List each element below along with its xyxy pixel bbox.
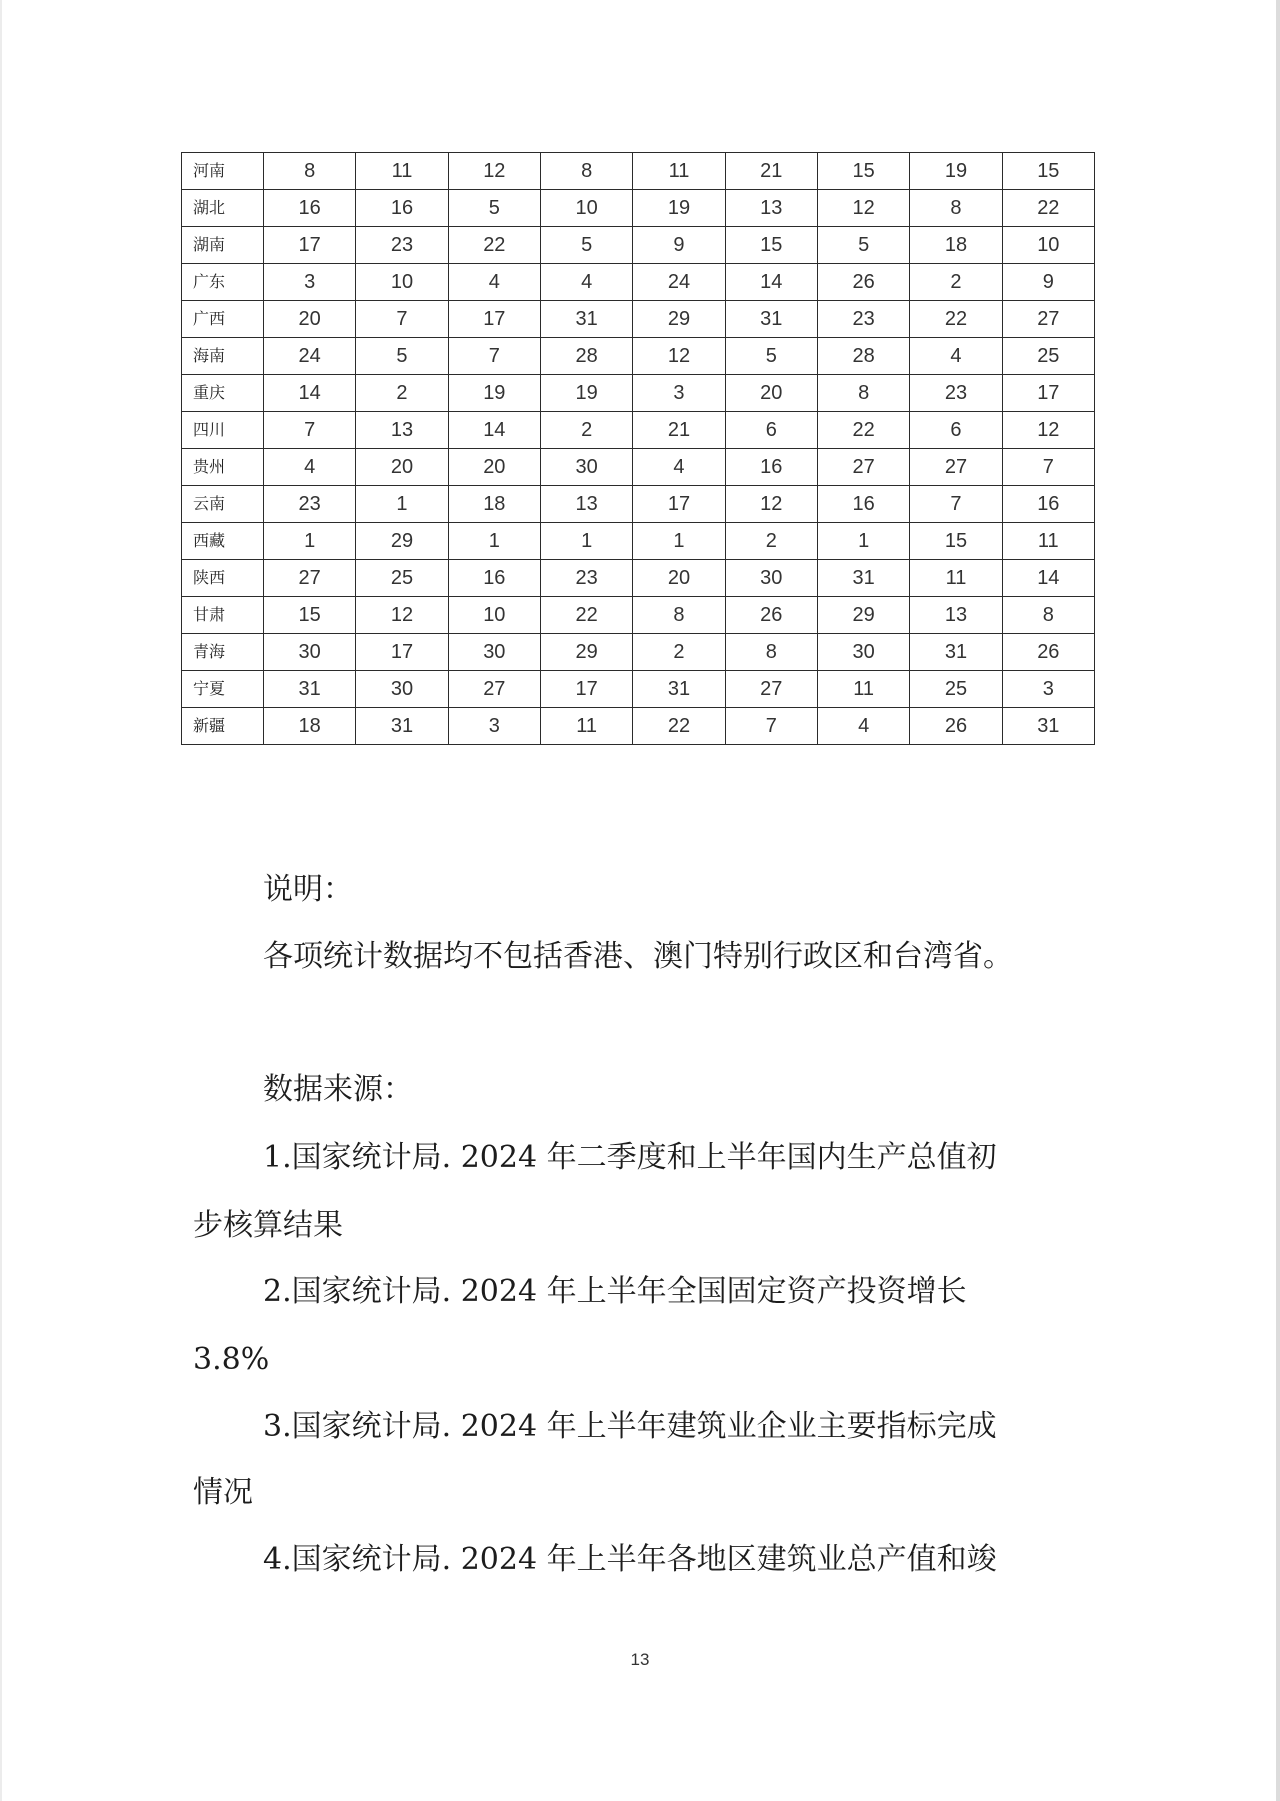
rank-value-cell: 31 xyxy=(633,671,725,708)
rank-value-cell: 11 xyxy=(817,671,909,708)
rank-value-cell: 7 xyxy=(356,301,448,338)
rank-value-cell: 27 xyxy=(910,449,1002,486)
rank-value-cell: 20 xyxy=(725,375,817,412)
rank-value-cell: 27 xyxy=(817,449,909,486)
region-name-cell: 宁夏 xyxy=(182,671,264,708)
rank-value-cell: 13 xyxy=(910,597,1002,634)
rank-value-cell: 23 xyxy=(356,227,448,264)
rank-value-cell: 5 xyxy=(540,227,632,264)
rank-value-cell: 8 xyxy=(1002,597,1094,634)
region-name-cell: 湖北 xyxy=(182,190,264,227)
rank-value-cell: 30 xyxy=(448,634,540,671)
rank-value-cell: 14 xyxy=(264,375,356,412)
rank-value-cell: 16 xyxy=(264,190,356,227)
rank-value-cell: 6 xyxy=(725,412,817,449)
rank-value-cell: 11 xyxy=(356,153,448,190)
rank-value-cell: 26 xyxy=(910,708,1002,745)
rank-value-cell: 28 xyxy=(540,338,632,375)
rank-value-cell: 29 xyxy=(817,597,909,634)
rank-value-cell: 4 xyxy=(264,449,356,486)
rank-value-cell: 22 xyxy=(910,301,1002,338)
rank-value-cell: 16 xyxy=(356,190,448,227)
rank-value-cell: 2 xyxy=(633,634,725,671)
rank-value-cell: 12 xyxy=(725,486,817,523)
rank-value-cell: 7 xyxy=(1002,449,1094,486)
rank-value-cell: 22 xyxy=(817,412,909,449)
notes-text: 各项统计数据均不包括香港、澳门特别行政区和台湾省。 xyxy=(263,939,1013,974)
rank-value-cell: 4 xyxy=(448,264,540,301)
rank-value-cell: 27 xyxy=(725,671,817,708)
rank-value-cell: 23 xyxy=(910,375,1002,412)
rank-value-cell: 19 xyxy=(540,375,632,412)
rank-value-cell: 18 xyxy=(264,708,356,745)
rank-value-cell: 17 xyxy=(1002,375,1094,412)
rank-value-cell: 8 xyxy=(817,375,909,412)
table-row xyxy=(182,523,1095,560)
rank-value-cell: 8 xyxy=(633,597,725,634)
table-row xyxy=(182,264,1095,301)
rank-value-cell: 22 xyxy=(1002,190,1094,227)
rank-value-cell: 19 xyxy=(910,153,1002,190)
rank-value-cell: 20 xyxy=(356,449,448,486)
source-item-3-cont: 情况 xyxy=(193,1475,253,1510)
rank-value-cell: 9 xyxy=(633,227,725,264)
rank-value-cell: 15 xyxy=(910,523,1002,560)
rank-value-cell: 22 xyxy=(633,708,725,745)
rank-value-cell: 15 xyxy=(817,153,909,190)
rank-value-cell: 11 xyxy=(633,153,725,190)
rank-value-cell: 5 xyxy=(725,338,817,375)
rank-value-cell: 1 xyxy=(356,486,448,523)
rank-value-cell: 27 xyxy=(1002,301,1094,338)
rank-value-cell: 21 xyxy=(725,153,817,190)
rank-value-cell: 2 xyxy=(540,412,632,449)
region-name-cell: 贵州 xyxy=(182,449,264,486)
rank-value-cell: 29 xyxy=(633,301,725,338)
rank-value-cell: 3 xyxy=(448,708,540,745)
rank-value-cell: 31 xyxy=(540,301,632,338)
region-name-cell: 云南 xyxy=(182,486,264,523)
table-row xyxy=(182,412,1095,449)
page-edge-right xyxy=(1276,0,1280,1801)
source-item-1: 1.国家统计局. 2024 年二季度和上半年国内生产总值初 xyxy=(263,1140,997,1175)
region-name-cell: 广东 xyxy=(182,264,264,301)
rank-value-cell: 20 xyxy=(264,301,356,338)
rank-value-cell: 17 xyxy=(356,634,448,671)
rank-value-cell: 12 xyxy=(356,597,448,634)
source-item-2: 2.国家统计局. 2024 年上半年全国固定资产投资增长 xyxy=(263,1274,967,1309)
rank-value-cell: 31 xyxy=(725,301,817,338)
rank-value-cell: 3 xyxy=(264,264,356,301)
rank-value-cell: 31 xyxy=(264,671,356,708)
region-name-cell: 海南 xyxy=(182,338,264,375)
rank-value-cell: 22 xyxy=(540,597,632,634)
rank-value-cell: 12 xyxy=(817,190,909,227)
rank-value-cell: 11 xyxy=(910,560,1002,597)
table-row xyxy=(182,671,1095,708)
region-name-cell: 青海 xyxy=(182,634,264,671)
rank-value-cell: 16 xyxy=(448,560,540,597)
rank-value-cell: 30 xyxy=(264,634,356,671)
rank-value-cell: 3 xyxy=(1002,671,1094,708)
rank-value-cell: 18 xyxy=(448,486,540,523)
rank-value-cell: 1 xyxy=(264,523,356,560)
region-name-cell: 西藏 xyxy=(182,523,264,560)
rank-value-cell: 12 xyxy=(1002,412,1094,449)
rank-value-cell: 30 xyxy=(540,449,632,486)
rank-value-cell: 4 xyxy=(910,338,1002,375)
rank-value-cell: 8 xyxy=(725,634,817,671)
rank-value-cell: 31 xyxy=(910,634,1002,671)
rank-value-cell: 24 xyxy=(633,264,725,301)
rank-value-cell: 25 xyxy=(910,671,1002,708)
rank-value-cell: 13 xyxy=(540,486,632,523)
region-name-cell: 甘肃 xyxy=(182,597,264,634)
rank-value-cell: 8 xyxy=(264,153,356,190)
rank-value-cell: 10 xyxy=(1002,227,1094,264)
rank-value-cell: 3 xyxy=(633,375,725,412)
rank-value-cell: 23 xyxy=(540,560,632,597)
rank-value-cell: 4 xyxy=(540,264,632,301)
table-row xyxy=(182,486,1095,523)
rank-value-cell: 17 xyxy=(448,301,540,338)
table-row xyxy=(182,375,1095,412)
rank-value-cell: 27 xyxy=(264,560,356,597)
table-row xyxy=(182,190,1095,227)
table-row xyxy=(182,560,1095,597)
rank-value-cell: 31 xyxy=(1002,708,1094,745)
rank-value-cell: 10 xyxy=(448,597,540,634)
rank-value-cell: 20 xyxy=(633,560,725,597)
rank-value-cell: 14 xyxy=(725,264,817,301)
rank-value-cell: 21 xyxy=(633,412,725,449)
rank-value-cell: 7 xyxy=(264,412,356,449)
table-row xyxy=(182,634,1095,671)
rank-value-cell: 15 xyxy=(264,597,356,634)
rank-value-cell: 26 xyxy=(1002,634,1094,671)
rank-value-cell: 17 xyxy=(540,671,632,708)
table-row xyxy=(182,301,1095,338)
page-edge-left xyxy=(0,0,2,1801)
rank-value-cell: 4 xyxy=(817,708,909,745)
table-row xyxy=(182,153,1095,190)
rank-value-cell: 8 xyxy=(540,153,632,190)
rank-value-cell: 6 xyxy=(910,412,1002,449)
rank-value-cell: 31 xyxy=(356,708,448,745)
rank-value-cell: 14 xyxy=(1002,560,1094,597)
rank-value-cell: 26 xyxy=(725,597,817,634)
region-name-cell: 新疆 xyxy=(182,708,264,745)
rank-value-cell: 19 xyxy=(448,375,540,412)
rank-value-cell: 12 xyxy=(633,338,725,375)
rank-value-cell: 15 xyxy=(1002,153,1094,190)
table-body xyxy=(182,153,1095,745)
source-item-3: 3.国家统计局. 2024 年上半年建筑业企业主要指标完成 xyxy=(263,1409,997,1444)
rank-value-cell: 20 xyxy=(448,449,540,486)
rank-value-cell: 11 xyxy=(540,708,632,745)
rank-value-cell: 5 xyxy=(356,338,448,375)
rank-value-cell: 16 xyxy=(1002,486,1094,523)
source-item-2-cont: 3.8% xyxy=(193,1342,270,1377)
rank-value-cell: 2 xyxy=(910,264,1002,301)
rank-value-cell: 14 xyxy=(448,412,540,449)
region-name-cell: 河南 xyxy=(182,153,264,190)
rank-value-cell: 27 xyxy=(448,671,540,708)
rank-value-cell: 12 xyxy=(448,153,540,190)
rank-value-cell: 11 xyxy=(1002,523,1094,560)
region-name-cell: 四川 xyxy=(182,412,264,449)
rank-value-cell: 17 xyxy=(633,486,725,523)
rank-value-cell: 28 xyxy=(817,338,909,375)
table-row xyxy=(182,449,1095,486)
rank-value-cell: 8 xyxy=(910,190,1002,227)
table-row xyxy=(182,708,1095,745)
rank-value-cell: 5 xyxy=(817,227,909,264)
region-name-cell: 广西 xyxy=(182,301,264,338)
region-name-cell: 重庆 xyxy=(182,375,264,412)
rank-value-cell: 29 xyxy=(356,523,448,560)
source-item-1-cont: 步核算结果 xyxy=(193,1208,343,1243)
rank-value-cell: 19 xyxy=(633,190,725,227)
table-row xyxy=(182,597,1095,634)
rank-value-cell: 23 xyxy=(264,486,356,523)
rank-value-cell: 25 xyxy=(356,560,448,597)
sources-heading: 数据来源： xyxy=(263,1072,413,1107)
rank-value-cell: 22 xyxy=(448,227,540,264)
rank-value-cell: 7 xyxy=(448,338,540,375)
rank-value-cell: 25 xyxy=(1002,338,1094,375)
rank-value-cell: 23 xyxy=(817,301,909,338)
rank-value-cell: 29 xyxy=(540,634,632,671)
rank-value-cell: 30 xyxy=(725,560,817,597)
rank-value-cell: 16 xyxy=(817,486,909,523)
rank-value-cell: 2 xyxy=(356,375,448,412)
rank-value-cell: 5 xyxy=(448,190,540,227)
region-ranking-table xyxy=(181,152,1095,745)
rank-value-cell: 7 xyxy=(910,486,1002,523)
rank-value-cell: 4 xyxy=(633,449,725,486)
rank-value-cell: 26 xyxy=(817,264,909,301)
rank-value-cell: 1 xyxy=(448,523,540,560)
rank-value-cell: 30 xyxy=(356,671,448,708)
rank-value-cell: 7 xyxy=(725,708,817,745)
rank-value-cell: 24 xyxy=(264,338,356,375)
region-name-cell: 陕西 xyxy=(182,560,264,597)
rank-value-cell: 18 xyxy=(910,227,1002,264)
rank-value-cell: 17 xyxy=(264,227,356,264)
notes-heading: 说明： xyxy=(263,872,353,907)
rank-value-cell: 10 xyxy=(540,190,632,227)
page-number: 13 xyxy=(630,1650,650,1669)
rank-value-cell: 2 xyxy=(725,523,817,560)
rank-value-cell: 1 xyxy=(633,523,725,560)
rank-value-cell: 30 xyxy=(817,634,909,671)
region-name-cell: 湖南 xyxy=(182,227,264,264)
rank-value-cell: 13 xyxy=(356,412,448,449)
rank-value-cell: 15 xyxy=(725,227,817,264)
rank-value-cell: 10 xyxy=(356,264,448,301)
rank-value-cell: 16 xyxy=(725,449,817,486)
rank-value-cell: 9 xyxy=(1002,264,1094,301)
table-row xyxy=(182,227,1095,264)
rank-value-cell: 31 xyxy=(817,560,909,597)
source-item-4: 4.国家统计局. 2024 年上半年各地区建筑业总产值和竣 xyxy=(263,1542,997,1577)
rank-value-cell: 13 xyxy=(725,190,817,227)
rank-value-cell: 1 xyxy=(540,523,632,560)
rank-value-cell: 1 xyxy=(817,523,909,560)
table-row xyxy=(182,338,1095,375)
